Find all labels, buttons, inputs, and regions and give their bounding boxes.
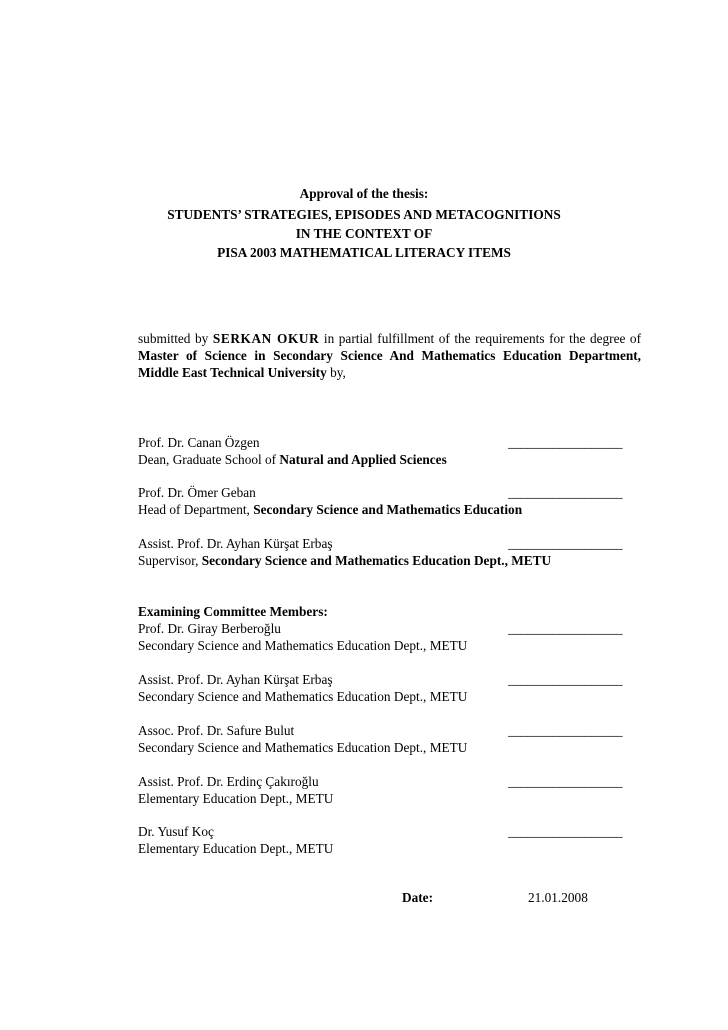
member-name: Assist. Prof. Dr. Ayhan Kürşat Erbaş [138,672,333,687]
member-dept: Elementary Education Dept., METU [138,791,334,806]
thesis-title-line-3: PISA 2003 MATHEMATICAL LITERACY ITEMS [217,245,511,260]
submitted-text-3: by, [326,365,346,380]
official-name: Prof. Dr. Canan Özgen [138,435,260,450]
member-dept: Secondary Science and Mathematics Education Dept., METU [138,689,468,704]
degree-name: Master of Science in Secondary Science And Mathematics Education Department, Middle East Technical University [138,348,641,380]
header [0,184,728,262]
signature-line: __________________ [508,536,623,551]
official-head-of-department [138,484,641,518]
signature-line: __________________ [508,774,623,789]
committee-member [138,671,641,705]
signature-line: __________________ [508,435,623,450]
member-name: Assist. Prof. Dr. Erdinç Çakıroğlu [138,774,319,789]
submitted-text-2: in partial fulfillment of the requirements for the degree of [319,331,642,346]
member-name: Dr. Yusuf Koç [138,824,214,839]
official-role: Dean, Graduate School of Natural and Applied Sciences [138,452,447,467]
committee-member [138,773,641,807]
committee-member [138,722,641,756]
member-dept: Secondary Science and Mathematics Education Dept., METU [138,740,468,755]
approval-heading: Approval of the thesis: [299,186,429,201]
thesis-title-line-2: IN THE CONTEXT OF [295,226,433,241]
signature-line: __________________ [508,672,623,687]
submitted-text-1: submitted by [138,331,213,346]
author-name: SERKAN OKUR [212,331,320,346]
official-role: Head of Department, Secondary Science and Mathematics Education [138,502,523,517]
date-label: Date: [402,890,434,905]
member-name: Prof. Dr. Giray Berberoğlu [138,621,281,636]
submission-statement [138,330,641,381]
signature-line: __________________ [508,723,623,738]
signature-line: __________________ [508,824,623,839]
signature-line: __________________ [508,621,623,636]
official-dean [138,434,641,468]
official-role: Supervisor, Secondary Science and Mathematics Education Dept., METU [138,553,552,568]
thesis-title-line-1: STUDENTS’ STRATEGIES, EPISODES AND METACOGNITIONS [167,207,561,222]
official-supervisor [138,535,641,569]
committee-member [138,620,641,654]
member-dept: Elementary Education Dept., METU [138,841,334,856]
member-name: Assoc. Prof. Dr. Safure Bulut [138,723,295,738]
signature-line: __________________ [508,485,623,500]
official-name: Assist. Prof. Dr. Ayhan Kürşat Erbaş [138,536,333,551]
member-dept: Secondary Science and Mathematics Education Dept., METU [138,638,468,653]
committee-member [138,823,641,857]
committee-heading: Examining Committee Members: [138,604,328,619]
official-name: Prof. Dr. Ömer Geban [138,485,256,500]
date-value: 21.01.2008 [528,890,588,905]
